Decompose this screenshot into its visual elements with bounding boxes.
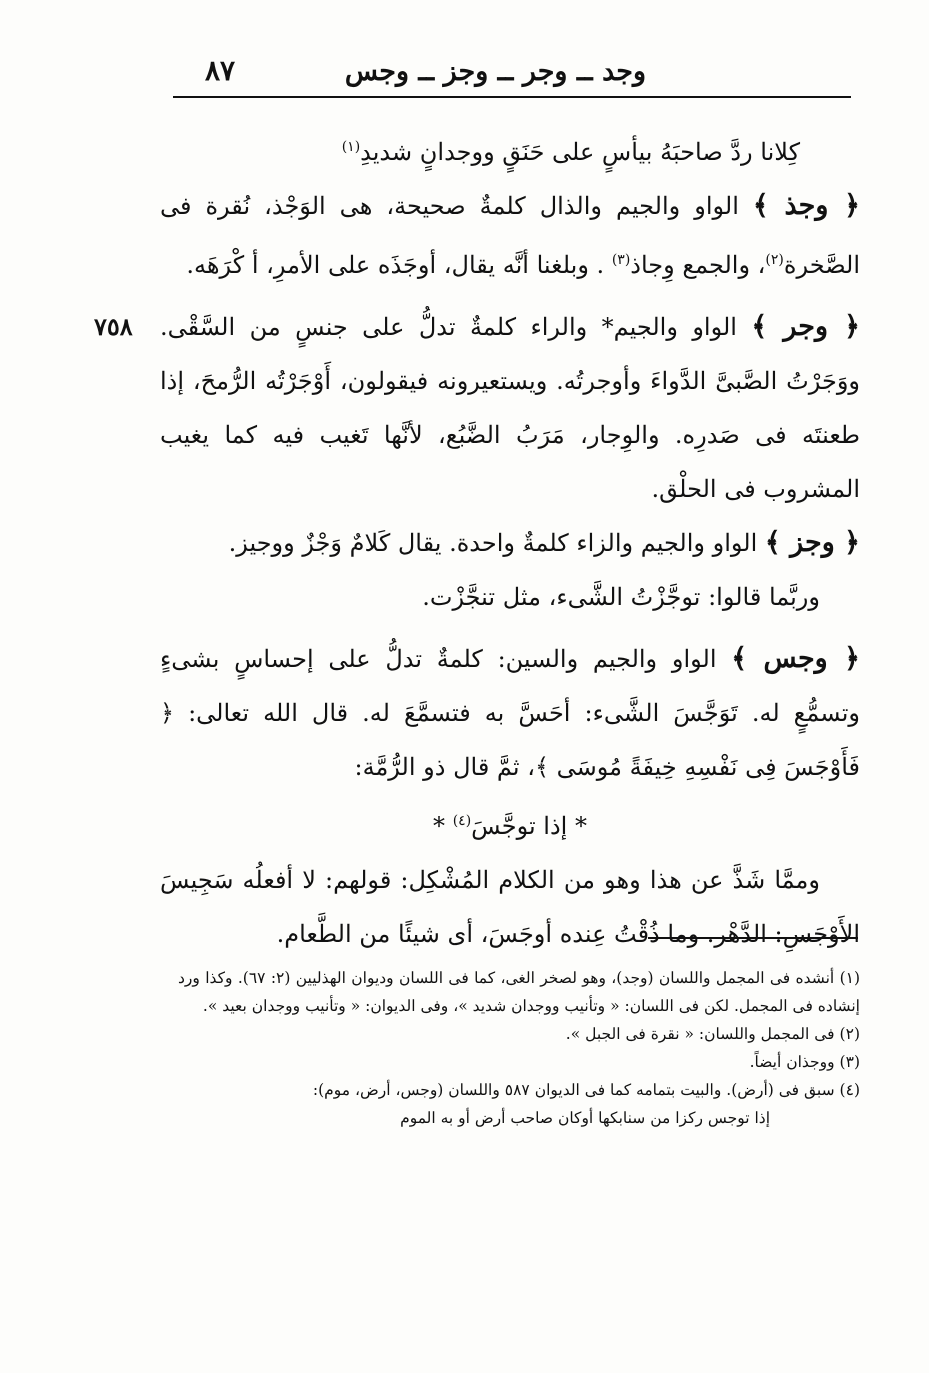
entry-wajz [160,516,860,570]
footnote-text: أنشده فى المجمل واللسان (وجد)، وهو لصخر الغى، كما فى اللسان وديوان الهذليين (٢: ٦٧). وكذا ورد إنشاده فى المجمل. لكن فى اللسان: « وتأنيب ووجدان شديد »، وفى الديوان: « وتأنيب ووجدان بعيد ». [178,969,860,1015]
verse-text: * [433,812,453,840]
footnote-text: ووجذان أيضاً. [749,1053,835,1071]
article-number: ٧٥٨ [94,312,133,341]
footnote-text: سبق فى (أرض). والبيت بتمامه كما فى الديوان ٥٨٧ واللسان (وجس، أرض، موم): [312,1081,835,1099]
footnote-label: (٤) [839,1081,860,1099]
footnote-4 [178,1076,860,1132]
footnote-3 [178,1048,860,1076]
verse-fragment [160,794,860,853]
paragraph-text: وممَّا شَذَّ عن هذا وهو من الكلام المُشْكِل: قولهم: لا أفعلُه سَجِيسَ الأَوْجَسِ: الدَّهْر. وما ذُقْتُ عِنده أوجَسَ، أى شيئًا من الطَّعام. [160,866,860,948]
page-number: ٨٧ [205,54,236,87]
entry-text: الواو والجيم والزاء كلمةٌ واحدة. يقال كَلامٌ وَجْزٌ ووجيز. [228,529,758,557]
entry-wajs [160,632,860,794]
entry-heading: ﴿ وجذ ﴾ [752,190,860,221]
verse-text: * إذا توجَّسَ [471,812,587,840]
entry-text: الواو والجيم* والراء كلمةٌ تدلُّ على جنسٍ من السَّقْى. ووَجَرْتُ الصَّبىَّ الدَّواءَ وأوجرتُه. ويستعيرونه فيقولون، أَوْجَرْتُه الرُّمحَ، إذا طعنتَه فى صَدرِه. والوِجار، مَرَبُ الضَّبُع، لأنَّها تَغيب فيه كما يغيب المشروب فى الحلْق. [160,313,860,503]
footnote-label: (٣) [839,1053,860,1071]
footnotes [178,964,860,1132]
footnote-text: فى المجمل واللسان: « نقرة فى الجبل ». [565,1025,835,1043]
entry-heading: ﴿ وجر ﴾ [751,311,860,342]
footnote-divider [648,937,858,939]
paragraph-text: وربَّما قالوا: توجَّزْتُ الشَّىء، مثل تنجَّزْت. [422,583,820,611]
verse-line [160,120,860,179]
paragraph [160,853,860,961]
page-header [173,52,851,98]
footnote-ref: (٣) [611,252,631,268]
footnote-2 [178,1020,860,1048]
entry-text: الواو والجيم والسين: كلمةٌ تدلُّ على إحساسٍ بشىءٍ وتسمُّعٍ له. تَوَجَّسَ الشَّىء: أحَسَّ به فتسمَّعَ له. قال الله تعالى: ﴿ فَأَوْجَسَ فِى نَفْسِهِ خِيفَةً مُوسَى ﴾، ثمَّ قال ذو الرُّمَّة: [160,645,860,781]
paragraph [160,570,860,624]
footnote-ref: (٢) [765,252,784,268]
running-title: وجد ــ وجر ــ وجز ــ وجس [344,56,646,87]
footnote-1 [178,964,860,1020]
entry-wajr [94,300,860,516]
footnote-label: (١) [839,969,861,987]
footnote-ref: (١) [341,139,361,155]
footnote-ref: (٤) [452,813,472,829]
verse-text: كِلانا ردَّ صاحبَهُ بيأسٍ على حَنَقٍ ووجدانٍ شديدِ [360,138,800,166]
entry-text: الواو والجيم والذال كلمةٌ صحيحة، هى الوَجْذ، نُقرة فى الصَّخرة [160,192,860,279]
entry-heading: ﴿ وجس ﴾ [731,643,860,674]
entry-wajdh [160,179,860,292]
footnote-verse: إذا توجس ركزا من سنابكها أوكان صاحب أرض أو به الموم [400,1109,770,1127]
entry-text: ، والجمع وِجاذ [630,251,766,279]
entry-heading: ﴿ وجز ﴾ [764,527,860,558]
entry-text: . وبلغنا أنَّه يقال، أوجَذَه على الأمرِ، أ كْرَهَه. [186,251,605,279]
main-text [94,120,860,961]
footnote-label: (٢) [839,1025,860,1043]
